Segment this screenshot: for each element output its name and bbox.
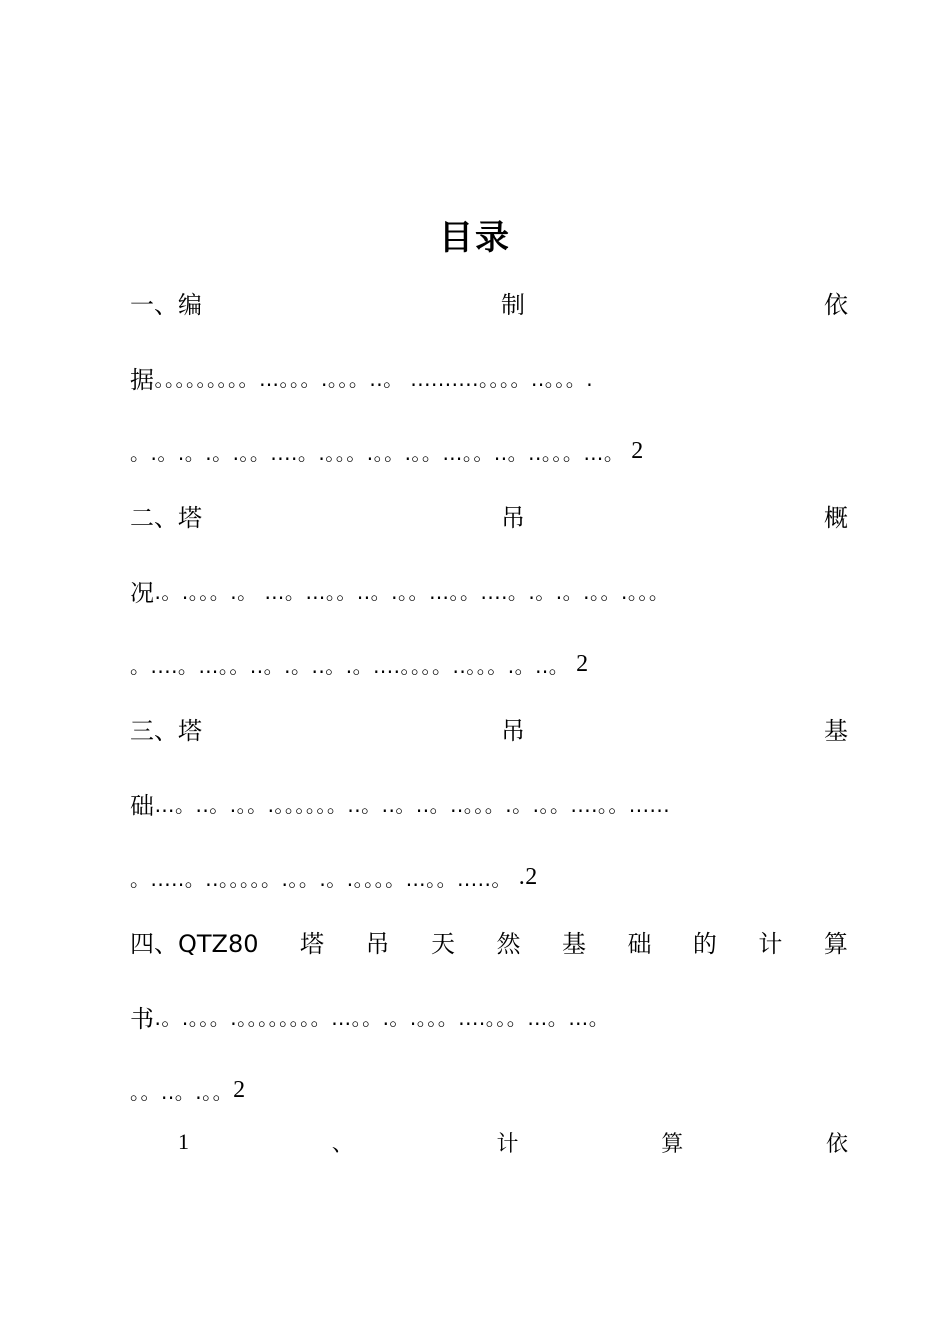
toc-entry-3-page-number: .2 xyxy=(518,863,538,890)
toc-entry-2-page-number: 2 xyxy=(576,650,589,677)
page-title: 目录 xyxy=(439,218,511,258)
toc-entry-2-leader-dots: 。....。…。。..。.。..。.。....。。。。..。。。.。..。 xyxy=(130,653,570,678)
toc-entry-4-leader-dots: 。。..。.。。 xyxy=(130,1079,234,1104)
toc-entry-4-lead-char: 书 xyxy=(130,1004,155,1033)
section-heading-line xyxy=(178,1122,848,1162)
section-number: 1 xyxy=(178,1129,189,1154)
section-heading-part: 、 xyxy=(331,1130,354,1156)
toc-entry-4-leader-dots: .。.。。。.。。。。。。。。…。。.。.。。。....。。。…。…。 xyxy=(154,1005,610,1030)
toc-entry-3-heading-part: 基 xyxy=(824,716,848,745)
toc-entry-1-heading[interactable] xyxy=(130,282,848,322)
toc-entry-1-leader-line-1 xyxy=(130,357,848,397)
toc-entry-4-heading-part: 基 xyxy=(561,929,586,958)
toc-entry-2-heading-part: 吊 xyxy=(501,503,525,532)
toc-entry-1-leader-dots: 。。。。。。。。。…。。。.。。。..。 ..........。。。。..。。。. xyxy=(154,366,594,391)
toc-entry-1-heading-part: 一、编 xyxy=(130,290,202,319)
toc-entry-1-leader-dots: 。.。.。.。.。。....。.。。。.。。.。。…。。..。..。。。…。 xyxy=(130,440,625,465)
toc-entry-4-heading-part: 四、QTZ80 xyxy=(130,929,259,958)
section-heading-part: 计 xyxy=(496,1130,519,1156)
toc-entry-2-heading-part: 概 xyxy=(824,503,848,532)
toc-entry-4-leader-line-2 xyxy=(130,1070,848,1110)
toc-entry-4-heading-part: 然 xyxy=(496,929,521,958)
toc-entry-2-leader-line-1 xyxy=(130,570,848,610)
toc-entry-4-page-number: 2 xyxy=(233,1076,246,1103)
toc-entry-4-heading-part: 的 xyxy=(692,929,717,958)
toc-entry-4-heading-part: 塔 xyxy=(300,929,325,958)
toc-entry-3-lead-char: 础 xyxy=(130,791,155,820)
toc-entry-3-heading-part: 三、塔 xyxy=(130,716,202,745)
toc-entry-2-heading[interactable] xyxy=(130,495,848,535)
toc-entry-2-leader-dots: .。.。。。.。 …。…。。..。.。。…。。....。.。.。.。。.。。。 xyxy=(154,579,670,604)
toc-entry-4-heading-part: 计 xyxy=(758,929,783,958)
toc-entry-1-lead-char: 据 xyxy=(130,365,155,394)
toc-entry-2-leader-line-2 xyxy=(130,644,848,684)
toc-entry-4-heading[interactable] xyxy=(130,921,848,961)
toc-entry-4-heading-part: 础 xyxy=(627,929,652,958)
toc-entry-1-heading-part: 依 xyxy=(824,290,848,319)
toc-entry-3-leader-dots: …。..。.。。.。。。。。。..。..。..。..。。。.。.。。....。。...... xyxy=(154,792,671,817)
toc-entry-1-page-number: 2 xyxy=(631,437,644,464)
section-heading-part: 依 xyxy=(825,1130,848,1156)
toc-entry-4-heading-part: 天 xyxy=(430,929,455,958)
toc-entry-3-leader-line-2 xyxy=(130,857,848,897)
toc-entry-4-leader-line-1 xyxy=(130,996,848,1036)
toc-entry-2-lead-char: 况 xyxy=(130,578,155,607)
toc-entry-1-heading-part: 制 xyxy=(501,290,525,319)
toc-entry-3-leader-dots: 。.....。..。。。。。.。。.。.。。。。…。。.....。 xyxy=(130,866,512,891)
section-heading-part: 算 xyxy=(661,1130,684,1156)
toc-entry-1-leader-line-2 xyxy=(130,431,848,471)
toc-entry-3-leader-line-1 xyxy=(130,783,848,823)
toc-entry-2-heading-part: 二、塔 xyxy=(130,503,202,532)
toc-entry-4-heading-part: 算 xyxy=(823,929,848,958)
toc-entry-4-heading-part: 吊 xyxy=(365,929,390,958)
toc-entry-3-heading[interactable] xyxy=(130,708,848,748)
toc-entry-3-heading-part: 吊 xyxy=(501,716,525,745)
